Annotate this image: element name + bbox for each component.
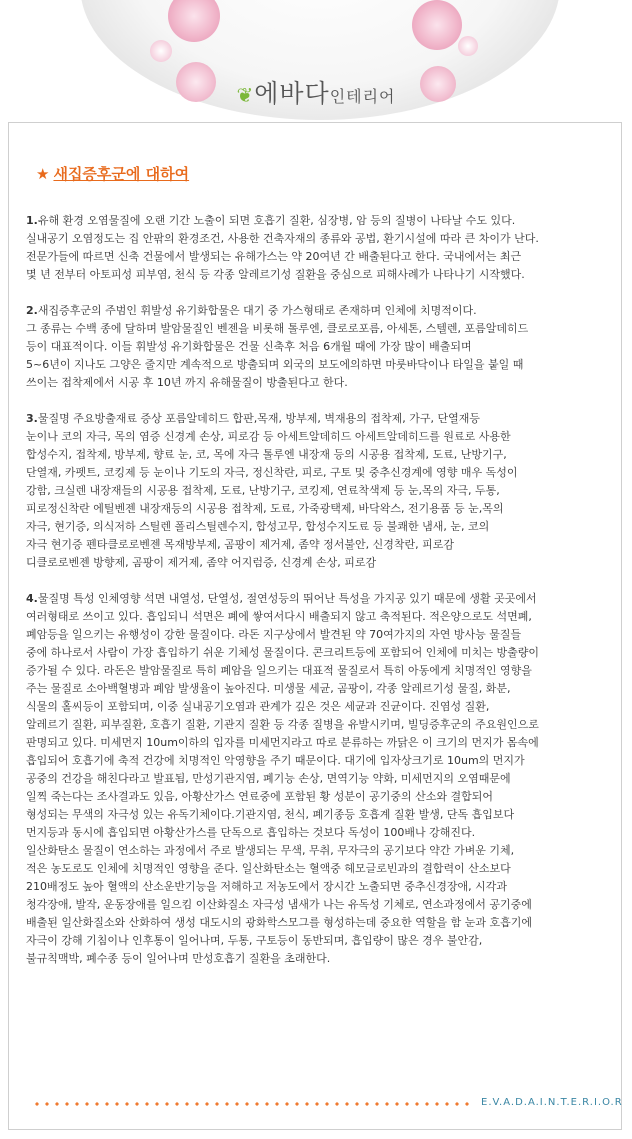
paragraph [26, 590, 618, 968]
paragraph-line [26, 626, 618, 644]
paragraph-text: 쓰이는 접착제에서 시공 후 10년 까지 유해물질이 방출된다고 한다. [26, 376, 348, 389]
paragraph-line [26, 680, 618, 698]
paragraph-line [26, 338, 618, 356]
paragraph-line [26, 950, 618, 968]
paragraph-line [26, 878, 618, 896]
paragraph-line [26, 932, 618, 950]
paragraph-line [26, 374, 618, 392]
paragraph-line [26, 302, 618, 320]
paragraph-line [26, 536, 618, 554]
paragraph-text: 청각장애, 발작, 운동장애를 일으킴 이산화질소 자극성 냄새가 나는 유독성 기체로, 연소과정에서 공기중에 [26, 898, 532, 911]
paragraph-line [26, 896, 618, 914]
paragraph-text: 자극, 현기증, 의식저하 스틸렌 폴리스틸렌수지, 합성고무, 합성수지도료 등 불쾌한 냄새, 눈, 코의 [26, 520, 490, 533]
paragraph-text: 몇 년 전부터 아토피성 피부염, 천식 등 각종 알레르기성 질환을 중심으로 피해사례가 나타나기 시작했다. [26, 268, 525, 281]
paragraph-text: 자극이 강해 기침이나 인후통이 일어나며, 두통, 구토등이 동반되며, 흡입량이 많은 경우 불안감, [26, 934, 483, 947]
paragraph-text: 형성되는 무색의 자극성 있는 유독기체이다.기관지염, 천식, 폐기종등 호흡계 질환 발생, 단독 흡입보다 [26, 808, 515, 821]
logo-text-main: 에바다 [254, 79, 330, 108]
paragraph-line [26, 464, 618, 482]
paragraph-line [26, 212, 618, 230]
paragraph-line [26, 734, 618, 752]
paragraph [26, 302, 618, 392]
star-icon: ★ [36, 165, 50, 183]
paragraph-line [26, 698, 618, 716]
paragraph-text: 배출된 일산화질소와 산화하여 생성 대도시의 광화학스모그를 형성하는데 중요한 역할을 함 눈과 호흡기에 [26, 916, 533, 929]
paragraph-text: 알레르기 질환, 피부질환, 호흡기 질환, 기관지 질환 등 각종 질병을 유발시키며, 빌딩증후군의 주요원인으로 [26, 718, 539, 731]
paragraph-text: 일산화탄소 물질이 연소하는 과정에서 주로 발생되는 무색, 무취, 무자극의 공기보다 약간 가벼운 기체, [26, 844, 515, 857]
paragraph-line [26, 410, 618, 428]
paragraph-line [26, 716, 618, 734]
logo [0, 74, 632, 110]
leaf-icon: ❦ [236, 83, 255, 107]
paragraph-line [26, 806, 618, 824]
paragraph-line [26, 842, 618, 860]
paragraph-text: 공중의 건강을 해친다라고 발표됨, 만성기관지염, 폐기능 손상, 면역기능 약화, 미세먼지의 오염때문에 [26, 772, 511, 785]
paragraph-text: 여러형태로 쓰이고 있다. 흡입되니 석면은 폐에 쌓여서다시 배출되지 않고 축적된다. 적은양으로도 석면폐, [26, 610, 532, 623]
paragraph-line [26, 860, 618, 878]
paragraph-text: 강함, 크실렌 내장재들의 시공용 접착제, 도료, 난방기구, 코킹제, 연료착색제 등 눈,목의 자극, 두통, [26, 484, 500, 497]
paragraph-text: 디클로로벤젠 방향제, 곰팡이 제거제, 좀약 어지럼증, 신경계 손상, 피로감 [26, 556, 377, 569]
paragraph-number: 1. [26, 214, 38, 227]
article-body [26, 212, 618, 986]
paragraph-text: 식물의 홀씨등이 포함되며, 이중 실내공기오염과 관계가 깊은 것은 세균과 진균이다. 진염성 질환, [26, 700, 490, 713]
paragraph-text: 그 종류는 수백 종에 달하며 발암물질인 벤젠을 비롯해 톨루엔, 클로로포름, 아세톤, 스텔렌, 포름알데히드 [26, 322, 529, 335]
paragraph-line [26, 428, 618, 446]
logo-text-sub: 인테리어 [329, 87, 396, 106]
paragraph-text: 단열재, 카펫트, 코킹제 등 눈이나 기도의 자극, 정신착란, 피로, 구토 및 중추신경계에 영향 매우 독성이 [26, 466, 518, 479]
paragraph-text: 증가될 수 있다. 라돈은 발암물질로 특히 폐암을 일으키는 대표적 물질로서 특히 아동에게 치명적인 영향을 [26, 664, 532, 677]
page-title [36, 163, 189, 184]
paragraph-text: 등이 대표적이다. 이들 휘발성 유기화합물은 건물 신축후 처음 6개월 때에 가장 많이 배출되며 [26, 340, 472, 353]
paragraph-text: 유해 환경 오염물질에 오랜 기간 노출이 되면 호흡기 질환, 심장병, 암 등의 질병이 나타날 수도 있다. [37, 214, 516, 227]
paragraph-text: 물질명 주요방출재료 증상 포름알데히드 합판,목재, 방부제, 벽재용의 접착제, 가구, 단열재등 [37, 412, 480, 425]
paragraph-line [26, 590, 618, 608]
paragraph-text: 판명되고 있다. 미세먼지 10um이하의 입자를 미세먼지라고 따로 분류하는 까닭은 이 크기의 먼지가 몸속에 [26, 736, 539, 749]
paragraph-line [26, 554, 618, 572]
paragraph-text: 주는 물질로 소아백혈병과 폐암 발생율이 높아진다. 미생물 세균, 곰팡이, 각종 알레르기성 물질, 화분, [26, 682, 511, 695]
paragraph-text: 먼지등과 동시에 흡입되면 아황산가스를 단독으로 흡입하는 것보다 독성이 100배나 강해진다. [26, 826, 476, 839]
paragraph-line [26, 482, 618, 500]
flower-decoration-left-small [150, 40, 172, 62]
paragraph-text: 실내공기 오염정도는 집 안팎의 환경조건, 사용한 건축자재의 종류와 공법, 환기시설에 따라 큰 차이가 난다. [26, 232, 539, 245]
paragraph-line [26, 320, 618, 338]
paragraph-text: 새집증후군의 주범인 휘발성 유기화합물은 대기 중 가스형태로 존재하며 인체에 치명적이다. [37, 304, 477, 317]
header-banner [0, 0, 632, 120]
footer-brand: E.V.A.D.A.I.N.T.E.R.I.O.R [481, 1097, 623, 1108]
paragraph-text: 일찍 죽는다는 조사결과도 있음, 아황산가스 연료중에 포함된 황 성분이 공기중의 산소와 결합되어 [26, 790, 493, 803]
flower-decoration-right-small [458, 36, 478, 56]
paragraph [26, 410, 618, 572]
paragraph-line [26, 824, 618, 842]
paragraph-line [26, 518, 618, 536]
paragraph-text: 흡입되어 호흡기에 축적 건강에 치명적인 악영향을 주기 때문이다. 대기에 입자상크기로 10um의 먼지가 [26, 754, 525, 767]
paragraph-line [26, 500, 618, 518]
footer-dotted-divider [32, 1102, 472, 1106]
paragraph-line [26, 230, 618, 248]
paragraph-number: 3. [26, 412, 38, 425]
paragraph-text: 자극 현기증 펜타클로로벤젠 목재방부제, 곰팡이 제거제, 좀약 정서불안, 신경착란, 피로감 [26, 538, 454, 551]
paragraph-text: 불규칙맥박, 폐수종 등이 일어나며 만성호흡기 질환을 초래한다. [26, 952, 331, 965]
paragraph-text: 적은 농도로도 인체에 치명적인 영향을 준다. 일산화탄소는 혈액중 헤모글로빈과의 결합력이 산소보다 [26, 862, 511, 875]
paragraph-line [26, 770, 618, 788]
paragraph-line [26, 356, 618, 374]
paragraph-text: 중에 하나로서 사람이 가장 흡입하기 쉬운 기체성 물질이다. 콘크리트등에 포함되어 인체에 미치는 방출량이 [26, 646, 539, 659]
paragraph-text: 폐암등을 일으키는 유행성이 강한 물질이다. 라돈 지구상에서 발견된 약 70여가지의 자연 방사능 물질들 [26, 628, 522, 641]
paragraph [26, 212, 618, 284]
paragraph-line [26, 752, 618, 770]
paragraph-line [26, 608, 618, 626]
paragraph-number: 2. [26, 304, 38, 317]
paragraph-text: 전문가들에 따르면 신축 건물에서 발생되는 유해가스는 약 20여년 간 배출된다고 한다. 국내에서는 최근 [26, 250, 522, 263]
paragraph-text: 눈이나 코의 자극, 목의 염증 신경계 손상, 피로감 등 아세트알데히드 아세트알데히드를 원료로 사용한 [26, 430, 511, 443]
paragraph-line [26, 266, 618, 284]
page-title-text: 새집증후군에 대하여 [53, 165, 190, 183]
paragraph-line [26, 914, 618, 932]
paragraph-text: 피로정신착란 에틸벤젠 내장재등의 시공용 접착제, 도료, 가죽광택제, 바닥왁스, 전기용품 등 눈,목의 [26, 502, 504, 515]
paragraph-text: 합성수지, 접착제, 방부제, 향료 눈, 코, 목에 자극 톨루엔 내장재 등의 시공용 접착제, 도료, 난방기구, [26, 448, 507, 461]
paragraph-text: 5~6년이 지나도 그양은 줄지만 계속적으로 방출되며 외국의 보도에의하면 마룻바닥이나 타일을 붙일 때 [26, 358, 524, 371]
paragraph-line [26, 662, 618, 680]
paragraph-line [26, 446, 618, 464]
paragraph-text: 210배정도 높아 혈액의 산소운반기능을 저해하고 저농도에서 장시간 노출되면 중추신경장애, 시각과 [26, 880, 507, 893]
paragraph-text: 물질명 특성 인체영향 석면 내열성, 단열성, 절연성등의 뛰어난 특성을 가지공 있기 때문에 생활 곳곳에서 [37, 592, 537, 605]
paragraph-line [26, 788, 618, 806]
paragraph-number: 4. [26, 592, 38, 605]
flower-decoration-right-top [412, 0, 462, 50]
paragraph-line [26, 644, 618, 662]
paragraph-line [26, 248, 618, 266]
